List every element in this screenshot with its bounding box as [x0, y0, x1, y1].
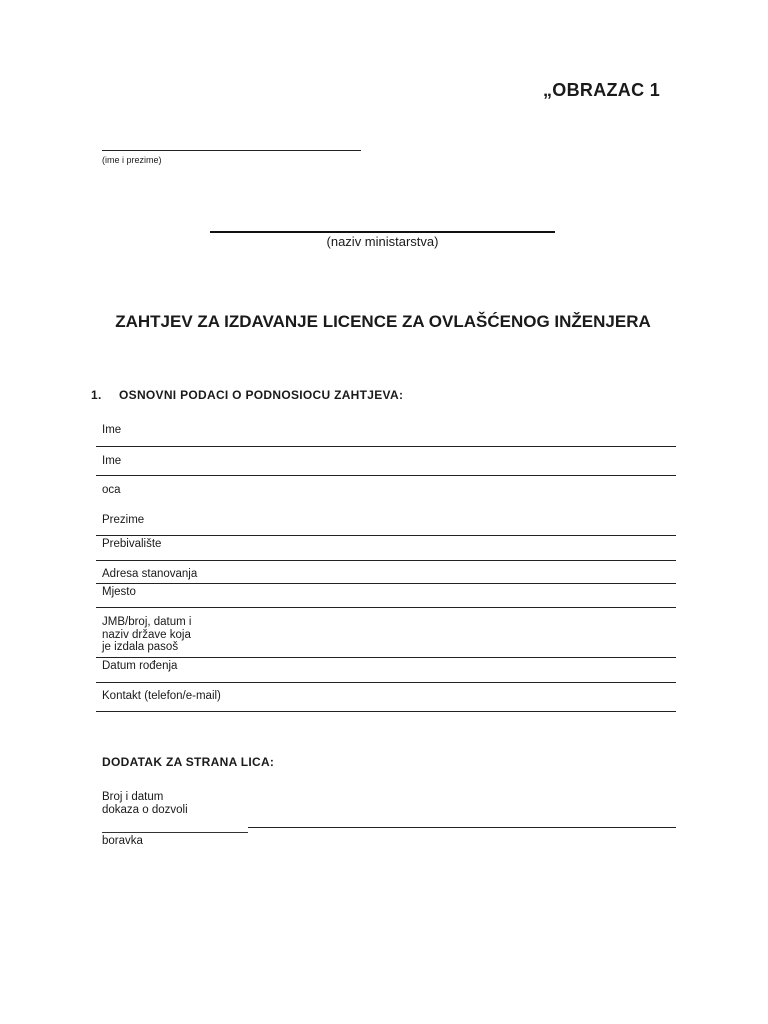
field-line-residence-permit[interactable] [248, 827, 676, 828]
field-label-contact: Kontakt (telefon/e-mail) [102, 690, 221, 702]
field-label-birth-date: Datum rođenja [102, 660, 178, 672]
section-title: OSNOVNI PODACI O PODNOSIOCU ZAHTJEVA: [119, 388, 404, 402]
document-title: ZAHTJEV ZA IZDAVANJE LICENCE ZA OVLAŠĆENOG INŽENJERA [115, 312, 651, 331]
field-label-father-name-2: oca [102, 484, 121, 496]
field-line-birth-date[interactable] [96, 682, 676, 683]
field-line-contact[interactable] [96, 711, 676, 712]
form-code: „OBRAZAC 1 [543, 80, 661, 100]
field-label-id-passport: JMB/broj, datum i naziv države koja je izdala pasoš [102, 616, 192, 653]
field-line-place[interactable] [96, 607, 676, 608]
foreign-section-heading: DODATAK ZA STRANA LICA: [102, 755, 275, 769]
field-line-id-passport[interactable] [96, 657, 676, 658]
field-line-father-name[interactable] [96, 475, 676, 476]
field-label-father-name-1: Ime [102, 455, 122, 467]
field-label-residence: Prebivalište [102, 538, 162, 550]
field-line-address[interactable] [96, 583, 676, 584]
section-number: 1. [91, 388, 102, 402]
applicant-name-caption: (ime i prezime) [102, 155, 162, 165]
field-label-first-name: Ime [102, 424, 122, 436]
field-line-surname[interactable] [96, 535, 676, 536]
field-label-residence-permit-1: Broj i datum dokaza o dozvoli [102, 791, 188, 816]
field-label-residence-permit-2: boravka [102, 835, 143, 847]
ministry-name-line [210, 231, 555, 233]
field-line-first-name[interactable] [96, 446, 676, 447]
field-label-place: Mjesto [102, 586, 136, 598]
ministry-name-caption: (naziv ministarstva) [326, 234, 439, 249]
field-label-surname: Prezime [102, 514, 145, 526]
applicant-name-line [102, 150, 361, 151]
field-label-address: Adresa stanovanja [102, 568, 198, 580]
field-line-residence[interactable] [96, 560, 676, 561]
section-1-heading [91, 388, 403, 402]
field-line-residence-permit-left[interactable] [102, 832, 248, 833]
